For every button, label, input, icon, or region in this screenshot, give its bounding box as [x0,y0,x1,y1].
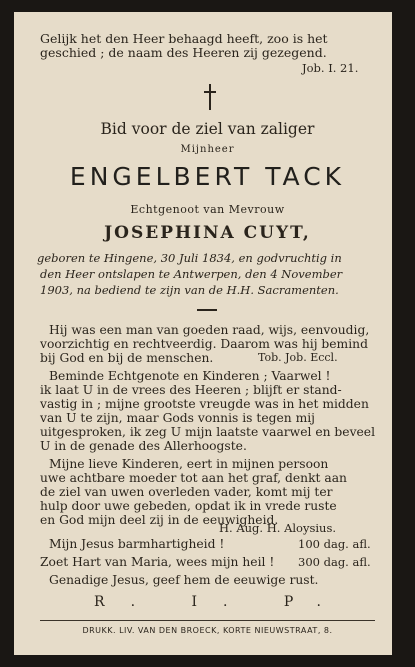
spouse-intro: Echtgenoot van Mevrouw [130,203,285,216]
honorific: Mijnheer [180,144,235,155]
praise-reference: Tob. Job. Eccl. [258,351,338,364]
rip-closing: R. I. P. [94,594,347,610]
epigraph-line-1: Gelijk het den Heer behaagd heeft, zoo is het [40,31,328,46]
cross-icon [202,84,218,110]
saint-attribution: H. Aug. H. Aloysius. [219,521,337,535]
farewell-spouse-line: Beminde Echtgenote en Kinderen ; Vaarwel ! [49,369,331,383]
farewell-spouse-line: uitgesproken, ik zeg U mijn laatste vaarwel en beveel [40,425,376,439]
prayer-line: Zoet Hart van Maria, wees mijn heil ! [40,555,275,569]
indulgence-note: 300 dag. afl. [298,555,371,569]
farewell-children-line: de ziel van uwen overleden vader, komt mij ter [40,485,333,499]
biography-line-1: geboren te Hingene, 30 Juli 1834, en godvruchtig in [37,251,342,265]
praise-line-1: Hij was een man van goeden raad, wijs, eenvoudig, [49,323,370,337]
praise-line-3: bij God en bij de menschen. [40,351,214,365]
farewell-spouse-line: van U te zijn, maar Gods vonnis is tegen mij [40,411,315,425]
biography-line-3: 1903, na bediend te zijn van de H.H. Sacramenten. [40,283,339,297]
farewell-children-line: uwe achtbare moeder tot aan het graf, denkt aan [40,471,347,485]
footer-rule [40,620,375,621]
farewell-spouse-line: vastig in ; mijne grootste vreugde was in het midden [40,397,369,411]
praise-line-2: voorzichtig en rechtveerdig. Daarom was hij bemind [40,337,368,351]
epigraph-reference: Job. I. 21. [302,61,359,75]
farewell-children-line: en God mijn deel zij in de eeuwigheid. [40,513,279,527]
prayer-line: Mijn Jesus barmhartigheid ! [49,537,225,551]
prayer-line: Genadige Jesus, geef hem de eeuwige rust. [49,573,319,587]
epigraph-line-2: geschied ; de naam des Heeren zij gezegend. [40,45,327,60]
divider [197,309,217,311]
deceased-name: ENGELBERT TACK [69,162,346,191]
farewell-children-line: hulp door uwe gebeden, opdat ik in vrede ruste [40,499,337,513]
indulgence-note: 100 dag. afl. [298,537,371,551]
spouse-name: JOSEPHINA CUYT, [104,223,311,243]
farewell-spouse-line: U in de genade des Allerhoogste. [40,439,247,453]
farewell-spouse-line: ik laat U in de vrees des Heeren ; blijft er stand- [40,383,342,397]
biography-line-2: den Heer ontslapen te Antwerpen, den 4 November [40,267,343,281]
farewell-children-line: Mijne lieve Kinderen, eert in mijnen persoon [49,457,329,471]
printer-imprint: DRUKK. LIV. VAN DEN BROECK, KORTE NIEUWSTRAAT, 8. [82,626,333,635]
prayer-request: Bid voor de ziel van zaliger [100,120,315,138]
